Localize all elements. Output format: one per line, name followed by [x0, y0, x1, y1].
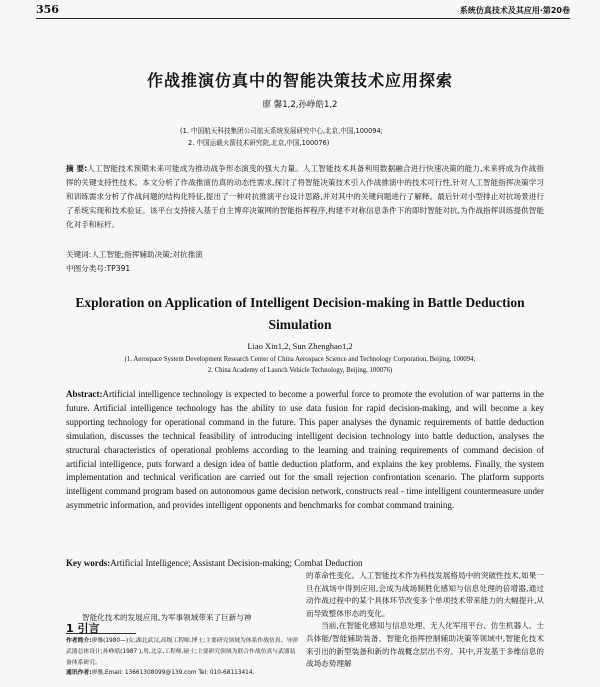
english-keywords-label: Key words:	[66, 558, 111, 568]
right-column-paragraph-1: 的革命性变化。人工智能技术作为科技发展格局中的突破性技术,如果一旦在战场中得到应用,会成为战场制胜化感知与信息处理的倍增器,通过动作战过程中的某个具体环节改变多个单项技术带来能力的大幅提升,从而导致整体形态的变化。	[306, 571, 544, 618]
chinese-affiliation-2: 2. 中国运载火箭技术研究院,北京,中国,100076)	[188, 139, 330, 147]
english-abstract-label: Abstract:	[66, 389, 103, 399]
chinese-affiliation-1: (1. 中国航天科技集团公司航天系统发展研究中心,北京,中国,100094;	[180, 127, 383, 135]
footnote-author-info: 廖馨(1980—)女,湖北武汉,高级工程师,博士;主要研究领域为体系作战仿真、导弹武器总体设计;孙峥皓(1987 ),男,北京,工程师,硕士;主要研究领域为联合作战仿真与武器装备体系研究。	[66, 638, 298, 666]
header-rule	[36, 18, 570, 19]
author-footnote	[66, 636, 298, 679]
footnote-rule	[66, 633, 136, 634]
english-keywords-text: Artificial Intelligence; Assistant Decision-making; Combat Deduction	[110, 558, 363, 568]
english-abstract-text: Artificial intelligence technology is expected to become a powerful force to promote the evolution of war patterns in the future. Artificial intelligence technology has the ability to use data fusion for rapid decision-making, and will become a key supporting technology for operational command in the future. This paper analyses the dynamic requirements of battle deduction simulation, discusses the technical feasibility of introducing intelligent decision technology into battle deduction, analyses the structural characteristics of operational problems according to the learning and training requirements of command decision of artificial intelligence, puts forward a design idea of battle deduction platform, and explains the key problems. Finally, the system implementation and technical verification are carried out for the small rejection confrontation scenario. The platform supports intelligent command program based on autonomous game decision network, constructs real - time intelligent countermeasure under asymmetric information, and provides intelligent opponents and benchmarks for combat command training.	[66, 389, 544, 511]
footnote-label-author: 作者简介:	[66, 638, 92, 644]
chinese-abstract	[66, 162, 544, 232]
chinese-classification: 中图分类号:TP391	[66, 264, 131, 273]
chinese-keywords: 关键词:人工智能;指挥辅助决策;对抗推演	[66, 250, 203, 259]
chinese-title: 作战推演仿真中的智能决策技术应用探索	[146, 71, 453, 90]
chinese-authors: 廖 馨1,2,孙峥皓1,2	[262, 100, 338, 110]
right-column-paragraph-2: 当前,在智能化感知与信息处理、无人化军用平台、仿生机器人、士兵体能/智能辅助装备、智能化指挥控制辅助决策等领域中,智能化技术来引出的新型装备和新的作战概念层出不穷。其中,开发基于多维信息的战场态势理解	[306, 621, 544, 669]
section-heading-introduction: 1 引言	[66, 622, 100, 635]
footnote-correspondence-info: 廖馨,Email: 13661308099@139.com Tel: 010-68113414.	[91, 670, 255, 677]
english-abstract	[66, 388, 544, 513]
chinese-abstract-label: 摘 要:	[66, 164, 88, 173]
introduction-first-line: 智能化技术的发展应用,为军事领域带来了巨新与神	[82, 613, 252, 622]
english-keywords	[66, 557, 362, 569]
english-affiliation-1: (1. Aerospace System Development Research Center of China Aerospace Science and Technology Corporation, Beijing, 100094;	[124, 356, 476, 363]
page-number: 356	[36, 3, 59, 16]
journal-running-title: 系统仿真技术及其应用·第20卷	[459, 6, 570, 15]
chinese-abstract-text: 人工智能技术预期未来可能成为推动战争形态演变的强大力量。人工智能技术具备利用数据融合进行快速决策的能力,未来将成为作战指挥的关键支持性技术。本文分析了作战推演仿真的动态性需求,探讨了将智能决策技术引入作战推演中的技术可行性,针对人工智能指挥决策学习和训练需求分析了作战问题的结构化特征,提出了一种对抗推演平台设计思路,并对其中的关键问题进行了解释。最后针对小型排止对抗场景进行了系统实现和技术验证。该平台支持接入基于自主博弈决策网的智能指挥程序,构建不对称信息条件下的即时智能对抗,为作战指挥训练提供智能化对手和标杆。	[66, 164, 544, 229]
english-affiliation-2: 2. China Academy of Launch Vehicle Technology, Beijing, 100076)	[207, 367, 393, 374]
footnote-label-correspondence: 通讯作者:	[66, 670, 92, 677]
english-title: Exploration on Application of Intelligent Decision-making in Battle Deduction Simulation	[75, 295, 525, 332]
right-column-body	[306, 570, 544, 671]
english-authors: Liao Xin1,2, Sun Zhenghao1,2	[247, 341, 353, 351]
